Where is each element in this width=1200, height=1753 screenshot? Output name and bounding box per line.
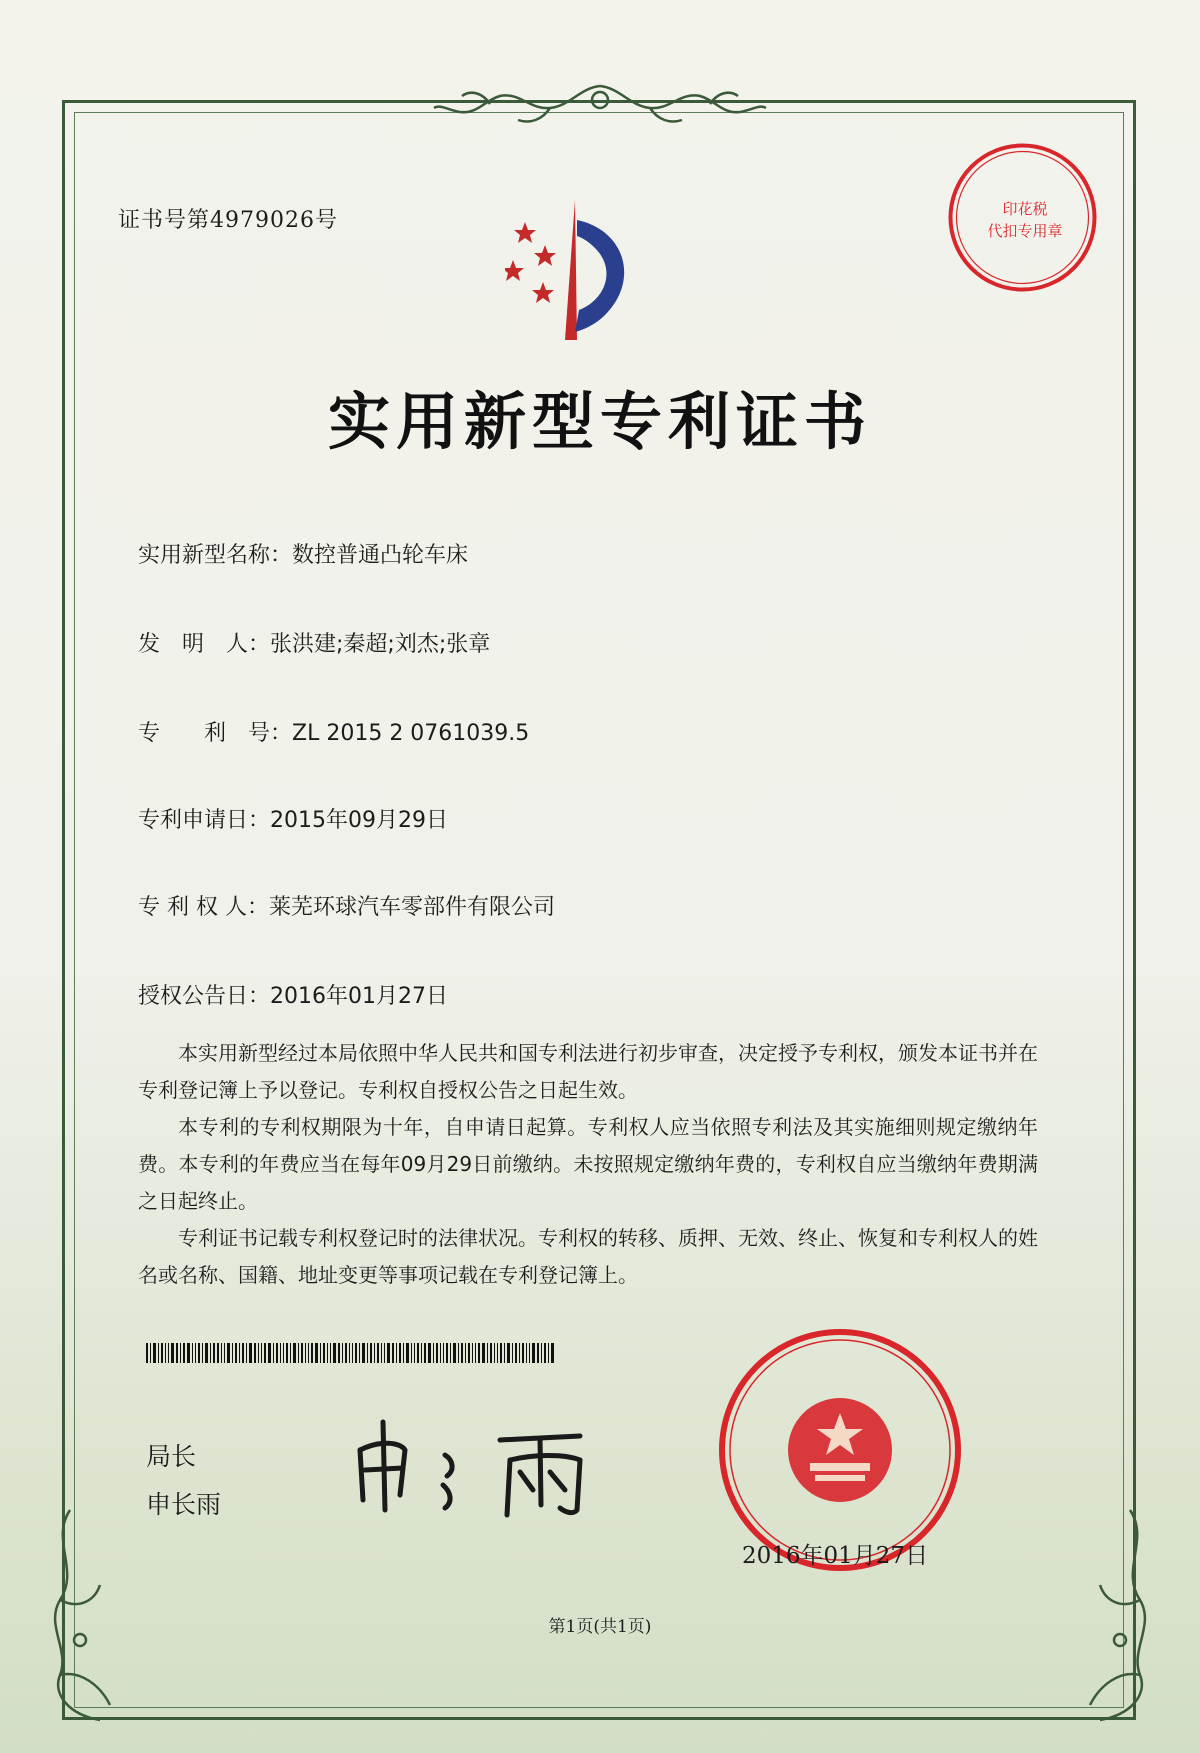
barcode-bar xyxy=(308,1343,309,1363)
barcode-bar xyxy=(273,1343,274,1363)
field-label: 发 明 人： xyxy=(138,632,271,657)
barcode-bar xyxy=(526,1343,527,1363)
page-indicator: 第1页(共1页) xyxy=(548,1617,652,1637)
barcode-bar xyxy=(258,1343,259,1363)
barcode-bar xyxy=(242,1343,244,1363)
director-name: 申长雨 xyxy=(146,1490,222,1519)
barcode-bar xyxy=(192,1343,193,1363)
barcode-bar xyxy=(433,1343,434,1363)
field-label: 授权公告日： xyxy=(138,984,271,1009)
barcode-bar xyxy=(551,1343,554,1363)
field-label: 实用新型名称： xyxy=(138,543,293,568)
barcode-bar xyxy=(500,1343,502,1363)
barcode-bar xyxy=(399,1343,401,1363)
barcode-bar xyxy=(202,1343,203,1363)
barcode-bar xyxy=(249,1343,252,1363)
barcode-bar xyxy=(239,1343,240,1363)
barcode-bar xyxy=(387,1343,390,1363)
barcode-bar xyxy=(168,1343,169,1363)
barcode-bar xyxy=(183,1343,185,1363)
barcode-bar xyxy=(446,1343,448,1363)
field-value: 数控普通凸轮车床 xyxy=(292,543,469,568)
barcode-bar xyxy=(377,1343,379,1363)
field-patent-number xyxy=(138,716,529,747)
barcode-bar xyxy=(221,1343,222,1363)
field-utility-model-name xyxy=(138,538,468,569)
barcode-bar xyxy=(370,1343,372,1363)
field-value: ZL 2015 2 0761039.5 xyxy=(292,721,530,746)
barcode-bar xyxy=(490,1343,492,1363)
barcode-bar xyxy=(482,1343,485,1363)
tax-stamp-center-line-1: 印花税 xyxy=(1002,200,1048,218)
barcode-bar xyxy=(342,1343,343,1363)
barcode-bar xyxy=(519,1343,520,1363)
barcode-bar xyxy=(497,1343,498,1363)
barcode-bar xyxy=(301,1343,303,1363)
barcode-bar xyxy=(403,1343,404,1363)
barcode-bar xyxy=(205,1343,208,1363)
barcode-bar xyxy=(440,1343,441,1363)
barcode-bar xyxy=(227,1343,230,1363)
barcode-bar xyxy=(453,1343,456,1363)
top-ornament-icon xyxy=(430,78,770,138)
barcode-bar xyxy=(414,1343,415,1363)
barcode-bar xyxy=(537,1343,539,1363)
barcode-bar xyxy=(171,1343,174,1363)
barcode-bar xyxy=(187,1343,190,1363)
barcode-bar xyxy=(217,1343,219,1363)
field-value: 2015年09月29日 xyxy=(270,808,448,833)
barcode-bar xyxy=(450,1343,451,1363)
barcode-bar xyxy=(198,1343,200,1363)
barcode-bar xyxy=(311,1343,313,1363)
barcode-bar xyxy=(323,1343,325,1363)
barcode-bar xyxy=(146,1343,148,1363)
barcode-bar xyxy=(424,1343,426,1363)
barcode-bar xyxy=(362,1343,365,1363)
barcode-bar xyxy=(180,1343,181,1363)
barcode-bar xyxy=(374,1343,375,1363)
barcode-bar xyxy=(254,1343,256,1363)
field-value: 张洪建;秦超;刘杰;张章 xyxy=(270,632,491,657)
barcode-bar xyxy=(290,1343,291,1363)
barcode-bar xyxy=(349,1343,350,1363)
barcode-bar xyxy=(320,1343,321,1363)
body-paragraph: 专利证书记载专利权登记时的法律状况。专利权的转移、质押、无效、终止、恢复和专利权人的姓名或名称、国籍、地址变更等事项记载在专利登记簿上。 xyxy=(138,1226,1038,1287)
sipo-logo-icon xyxy=(505,200,645,345)
barcode-bar xyxy=(352,1343,353,1363)
body-paragraph: 本实用新型经过本局依照中华人民共和国专利法进行初步审查，决定授予专利权，颁发本证书并在专利登记簿上予以登记。专利权自授权公告之日起生效。 xyxy=(138,1041,1038,1102)
body-paragraph: 本专利的专利权期限为十年，自申请日起算。专利权人应当依照专利法及其实施细则规定缴纳年费。本专利的年费应当在每年09月29日前缴纳。未按照规定缴纳年费的，专利权自应当缴纳年费期满之日起终止。 xyxy=(138,1115,1038,1213)
field-grant-announcement-date xyxy=(138,979,448,1010)
barcode-bar xyxy=(522,1343,524,1363)
barcode-bar xyxy=(315,1343,318,1363)
barcode-bar xyxy=(158,1343,159,1363)
barcode-bar xyxy=(475,1343,476,1363)
barcode-bar xyxy=(461,1343,463,1363)
barcode-bar xyxy=(458,1343,459,1363)
barcode-bar xyxy=(268,1343,271,1363)
barcode xyxy=(146,1343,574,1363)
barcode-bar xyxy=(235,1343,237,1363)
barcode-bar xyxy=(384,1343,385,1363)
barcode-bar xyxy=(345,1343,347,1363)
barcode-bar xyxy=(150,1343,151,1363)
barcode-bar xyxy=(512,1343,513,1363)
barcode-bar xyxy=(411,1343,412,1363)
barcode-bar xyxy=(261,1343,262,1363)
barcode-bar xyxy=(472,1343,473,1363)
barcode-bar xyxy=(465,1343,466,1363)
barcode-bar xyxy=(327,1343,328,1363)
barcode-bar xyxy=(286,1343,288,1363)
barcode-bar xyxy=(330,1343,331,1363)
barcode-bar xyxy=(264,1343,266,1363)
signature-icon xyxy=(345,1410,605,1520)
barcode-bar xyxy=(421,1343,422,1363)
barcode-bar xyxy=(406,1343,409,1363)
barcode-bar xyxy=(544,1343,546,1363)
barcode-bar xyxy=(161,1343,163,1363)
field-application-date xyxy=(138,803,448,834)
barcode-bar xyxy=(210,1343,211,1363)
barcode-bar xyxy=(548,1343,549,1363)
director-title: 局长 xyxy=(146,1442,197,1471)
barcode-bar xyxy=(338,1343,340,1363)
barcode-bar xyxy=(494,1343,495,1363)
tax-stamp-center-line-2: 代扣专用章 xyxy=(987,222,1063,240)
barcode-bar xyxy=(283,1343,284,1363)
seal-date: 2016年01月27日 xyxy=(742,1543,929,1569)
barcode-bar xyxy=(529,1343,530,1363)
barcode-bar xyxy=(396,1343,397,1363)
barcode-bar xyxy=(165,1343,166,1363)
barcode-bar xyxy=(153,1343,156,1363)
barcode-bar xyxy=(532,1343,535,1363)
barcode-bar xyxy=(443,1343,444,1363)
field-value: 莱芜环球汽车零部件有限公司 xyxy=(268,895,555,920)
barcode-bar xyxy=(224,1343,225,1363)
barcode-bar xyxy=(232,1343,233,1363)
barcode-bar xyxy=(507,1343,510,1363)
certificate-body xyxy=(138,1035,1038,1294)
barcode-bar xyxy=(381,1343,382,1363)
barcode-bar xyxy=(392,1343,394,1363)
barcode-bar xyxy=(436,1343,438,1363)
barcode-bar xyxy=(478,1343,480,1363)
barcode-bar xyxy=(428,1343,431,1363)
barcode-bar xyxy=(367,1343,368,1363)
barcode-bar xyxy=(487,1343,488,1363)
field-value: 2016年01月27日 xyxy=(270,984,448,1009)
page-title: 实用新型专利证书 xyxy=(327,385,872,458)
barcode-bar xyxy=(468,1343,470,1363)
barcode-bar xyxy=(280,1343,281,1363)
field-label: 专 利 号： xyxy=(138,721,293,746)
certificate-number: 证书号第4979026号 xyxy=(118,208,338,233)
field-patentee xyxy=(138,890,555,921)
barcode-bar xyxy=(298,1343,299,1363)
barcode-bar xyxy=(276,1343,278,1363)
barcode-bar xyxy=(355,1343,357,1363)
barcode-bar xyxy=(195,1343,196,1363)
barcode-bar xyxy=(293,1343,296,1363)
barcode-bar xyxy=(515,1343,517,1363)
barcode-bar xyxy=(504,1343,505,1363)
barcode-bar xyxy=(213,1343,215,1363)
field-label: 专利申请日： xyxy=(138,808,271,833)
barcode-bar xyxy=(417,1343,419,1363)
barcode-bar xyxy=(305,1343,306,1363)
barcode-bar xyxy=(541,1343,542,1363)
barcode-bar xyxy=(176,1343,178,1363)
field-inventors xyxy=(138,627,490,658)
barcode-bar xyxy=(359,1343,360,1363)
barcode-bar xyxy=(246,1343,247,1363)
barcode-bar xyxy=(333,1343,336,1363)
field-label: 专 利 权 人： xyxy=(138,895,269,920)
